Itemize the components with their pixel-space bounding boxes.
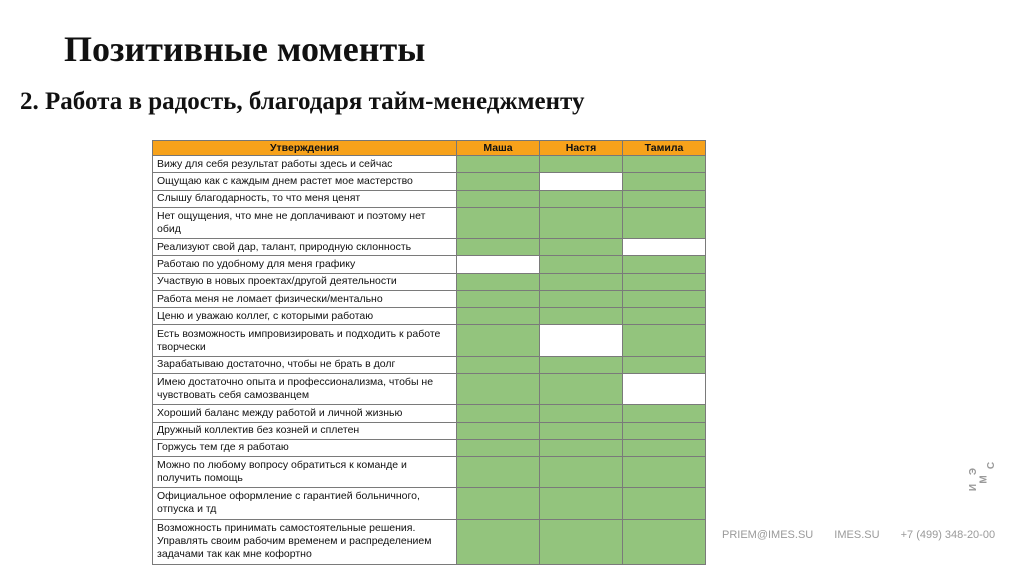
checked-cell	[540, 273, 623, 290]
table-row	[153, 373, 706, 404]
checked-cell	[623, 273, 706, 290]
table-row	[153, 519, 706, 564]
statement-cell: Слышу благодарность, то что меня ценят	[153, 190, 457, 207]
table-row	[153, 173, 706, 190]
table-row	[153, 239, 706, 256]
statement-cell: Нет ощущения, что мне не доплачивают и поэтому нет обид	[153, 207, 457, 238]
slide-subtitle: 2. Работа в радость, благодаря тайм-менеджменту	[20, 88, 585, 115]
table-header-row	[153, 141, 706, 156]
statement-cell: Реализуют свой дар, талант, природную склонность	[153, 239, 457, 256]
checked-cell	[623, 308, 706, 325]
checked-cell	[623, 325, 706, 356]
table-row	[153, 290, 706, 307]
checked-cell	[623, 207, 706, 238]
logo-letter: Э	[968, 467, 980, 476]
statement-cell: Возможность принимать самостоятельные решения. Управлять своим рабочим временем и распределением задачами так как мне кофортно	[153, 519, 457, 564]
checked-cell	[457, 239, 540, 256]
table-row	[153, 356, 706, 373]
checked-cell	[457, 207, 540, 238]
statement-cell: Ощущаю как с каждым днем растет мое мастерство	[153, 173, 457, 190]
checked-cell	[540, 256, 623, 273]
table-row	[153, 308, 706, 325]
footer-phone: +7 (499) 348-20-00	[900, 529, 996, 541]
checked-cell	[623, 173, 706, 190]
header-statements: Утверждения	[153, 141, 457, 156]
survey-table-container	[152, 140, 704, 571]
checked-cell	[540, 207, 623, 238]
empty-cell	[623, 239, 706, 256]
logo-letter: М	[978, 475, 990, 484]
checked-cell	[623, 156, 706, 173]
empty-cell	[623, 373, 706, 404]
imes-logo	[970, 460, 1002, 500]
checked-cell	[540, 373, 623, 404]
checked-cell	[623, 356, 706, 373]
statement-cell: Хороший баланс между работой и личной жизнью	[153, 405, 457, 422]
table-row	[153, 488, 706, 519]
checked-cell	[623, 439, 706, 456]
table-row	[153, 273, 706, 290]
checked-cell	[457, 173, 540, 190]
table-row	[153, 422, 706, 439]
checked-cell	[540, 308, 623, 325]
checked-cell	[540, 356, 623, 373]
header-tamila: Тамила	[623, 141, 706, 156]
statement-cell: Ценю и уважаю коллег, с которыми работаю	[153, 308, 457, 325]
checked-cell	[623, 457, 706, 488]
statement-cell: Официальное оформление с гарантией больничного, отпуска и тд	[153, 488, 457, 519]
table-row	[153, 207, 706, 238]
statement-cell: Работа меня не ломает физически/ментально	[153, 290, 457, 307]
statement-cell: Вижу для себя результат работы здесь и сейчас	[153, 156, 457, 173]
statement-cell: Можно по любому вопросу обратиться к команде и получить помощь	[153, 457, 457, 488]
checked-cell	[457, 290, 540, 307]
checked-cell	[457, 356, 540, 373]
statement-cell: Имею достаточно опыта и профессионализма, чтобы не чувствовать себя самозванцем	[153, 373, 457, 404]
checked-cell	[540, 519, 623, 564]
checked-cell	[540, 488, 623, 519]
checked-cell	[457, 325, 540, 356]
checked-cell	[457, 422, 540, 439]
checked-cell	[540, 239, 623, 256]
logo-letter: С	[986, 461, 998, 470]
checked-cell	[457, 457, 540, 488]
table-row	[153, 156, 706, 173]
table-row	[153, 457, 706, 488]
checked-cell	[623, 488, 706, 519]
statement-cell: Горжусь тем где я работаю	[153, 439, 457, 456]
checked-cell	[457, 488, 540, 519]
table-row	[153, 405, 706, 422]
logo-letter: И	[968, 483, 980, 492]
checked-cell	[623, 405, 706, 422]
checked-cell	[540, 422, 623, 439]
checked-cell	[540, 290, 623, 307]
checked-cell	[623, 519, 706, 564]
checked-cell	[540, 156, 623, 173]
checked-cell	[623, 256, 706, 273]
checked-cell	[540, 457, 623, 488]
statement-cell: Дружный коллектив без козней и сплетен	[153, 422, 457, 439]
header-masha: Маша	[457, 141, 540, 156]
header-nastya: Настя	[540, 141, 623, 156]
survey-table-body	[153, 156, 706, 565]
checked-cell	[623, 422, 706, 439]
table-row	[153, 439, 706, 456]
statement-cell: Зарабатываю достаточно, чтобы не брать в долг	[153, 356, 457, 373]
checked-cell	[623, 190, 706, 207]
table-row	[153, 256, 706, 273]
statement-cell: Участвую в новых проектах/другой деятельности	[153, 273, 457, 290]
survey-table	[152, 140, 706, 565]
slide-title: Позитивные моменты	[64, 29, 426, 69]
checked-cell	[540, 405, 623, 422]
checked-cell	[457, 373, 540, 404]
footer-contacts	[722, 529, 995, 541]
empty-cell	[540, 325, 623, 356]
table-row	[153, 325, 706, 356]
statement-cell: Есть возможность импровизировать и подходить к работе творчески	[153, 325, 457, 356]
table-row	[153, 190, 706, 207]
checked-cell	[457, 308, 540, 325]
checked-cell	[457, 405, 540, 422]
footer-site[interactable]: IMES.SU	[834, 529, 880, 541]
empty-cell	[540, 173, 623, 190]
statement-cell: Работаю по удобному для меня графику	[153, 256, 457, 273]
checked-cell	[457, 439, 540, 456]
checked-cell	[540, 439, 623, 456]
checked-cell	[457, 190, 540, 207]
footer-email[interactable]: PRIEM@IMES.SU	[722, 529, 814, 541]
checked-cell	[540, 190, 623, 207]
checked-cell	[457, 519, 540, 564]
empty-cell	[457, 256, 540, 273]
checked-cell	[623, 290, 706, 307]
checked-cell	[457, 273, 540, 290]
checked-cell	[457, 156, 540, 173]
